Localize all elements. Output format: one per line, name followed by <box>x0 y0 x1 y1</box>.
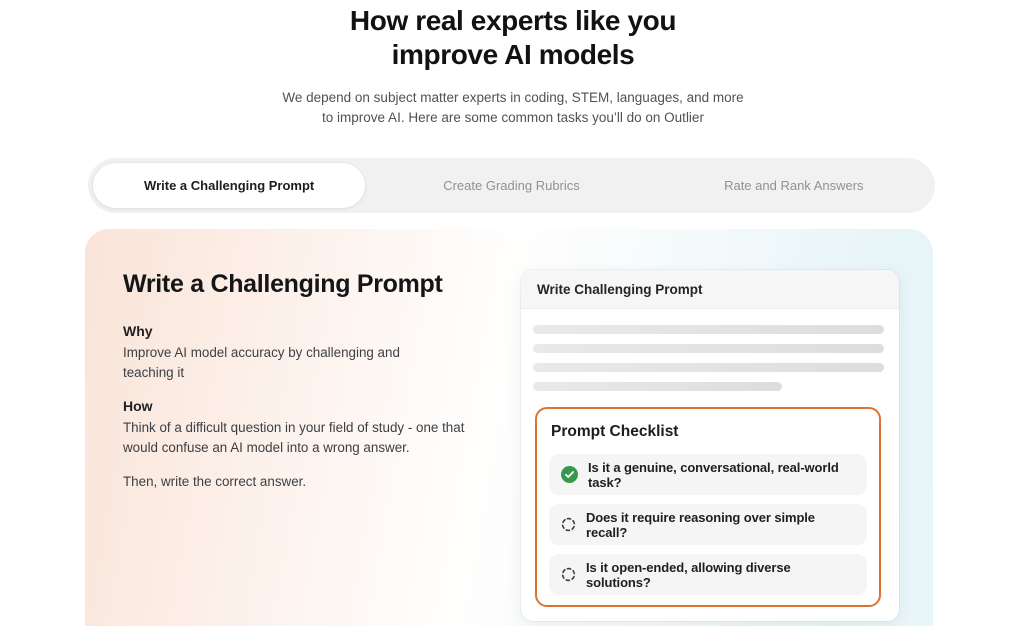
page-title <box>0 4 1026 72</box>
task-description <box>123 269 503 508</box>
tab-label: Write a Challenging Prompt <box>144 178 315 193</box>
check-circle-icon <box>561 466 578 483</box>
checklist-item-label: Is it a genuine, conversational, real-world task? <box>588 459 839 490</box>
how-label: How <box>123 398 153 414</box>
hero-section <box>0 4 1026 128</box>
why-label: Why <box>123 323 153 339</box>
tab-create-grading-rubrics[interactable] <box>375 163 647 208</box>
tab-write-a-challenging-prompt[interactable] <box>93 163 365 208</box>
task-tabs <box>88 158 935 213</box>
prompt-text-skeleton <box>521 309 899 391</box>
page-subtitle-line2: to improve AI. Here are some common tasks you’ll do on Outlier <box>322 110 704 125</box>
preview-card-title: Write Challenging Prompt <box>537 281 703 297</box>
skeleton-line <box>533 344 884 353</box>
checklist-title: Prompt Checklist <box>551 423 679 440</box>
preview-card-header <box>521 270 899 309</box>
dashed-circle-icon <box>561 517 576 532</box>
tab-rate-and-rank-answers[interactable] <box>658 163 930 208</box>
page-title-line1: How real experts like you <box>349 5 677 36</box>
prompt-preview-card <box>521 270 899 621</box>
checklist-item <box>549 454 867 495</box>
page-title-line2: improve AI models <box>391 39 635 70</box>
skeleton-line <box>533 325 884 334</box>
checklist-item <box>549 554 867 595</box>
skeleton-line <box>533 382 782 391</box>
checklist-item-label: Does it require reasoning over simple recall? <box>586 509 815 540</box>
how-text: Think of a difficult question in your field of study - one that would confuse an AI model into a wrong answer. <box>123 420 465 455</box>
skeleton-line <box>533 363 884 372</box>
page-subtitle <box>0 88 1026 128</box>
page-subtitle-line1: We depend on subject matter experts in coding, STEM, languages, and more <box>282 90 744 105</box>
checklist-item <box>549 504 867 545</box>
tab-label: Create Grading Rubrics <box>443 178 580 193</box>
then-text: Then, write the correct answer. <box>123 474 307 489</box>
task-detail-card <box>85 229 933 626</box>
why-text: Improve AI model accuracy by challenging and teaching it <box>123 345 400 380</box>
prompt-checklist <box>535 407 881 607</box>
task-heading: Write a Challenging Prompt <box>123 270 443 298</box>
dashed-circle-icon <box>561 567 576 582</box>
checklist-item-label: Is it open-ended, allowing diverse solutions? <box>586 559 791 590</box>
tab-label: Rate and Rank Answers <box>724 178 864 193</box>
